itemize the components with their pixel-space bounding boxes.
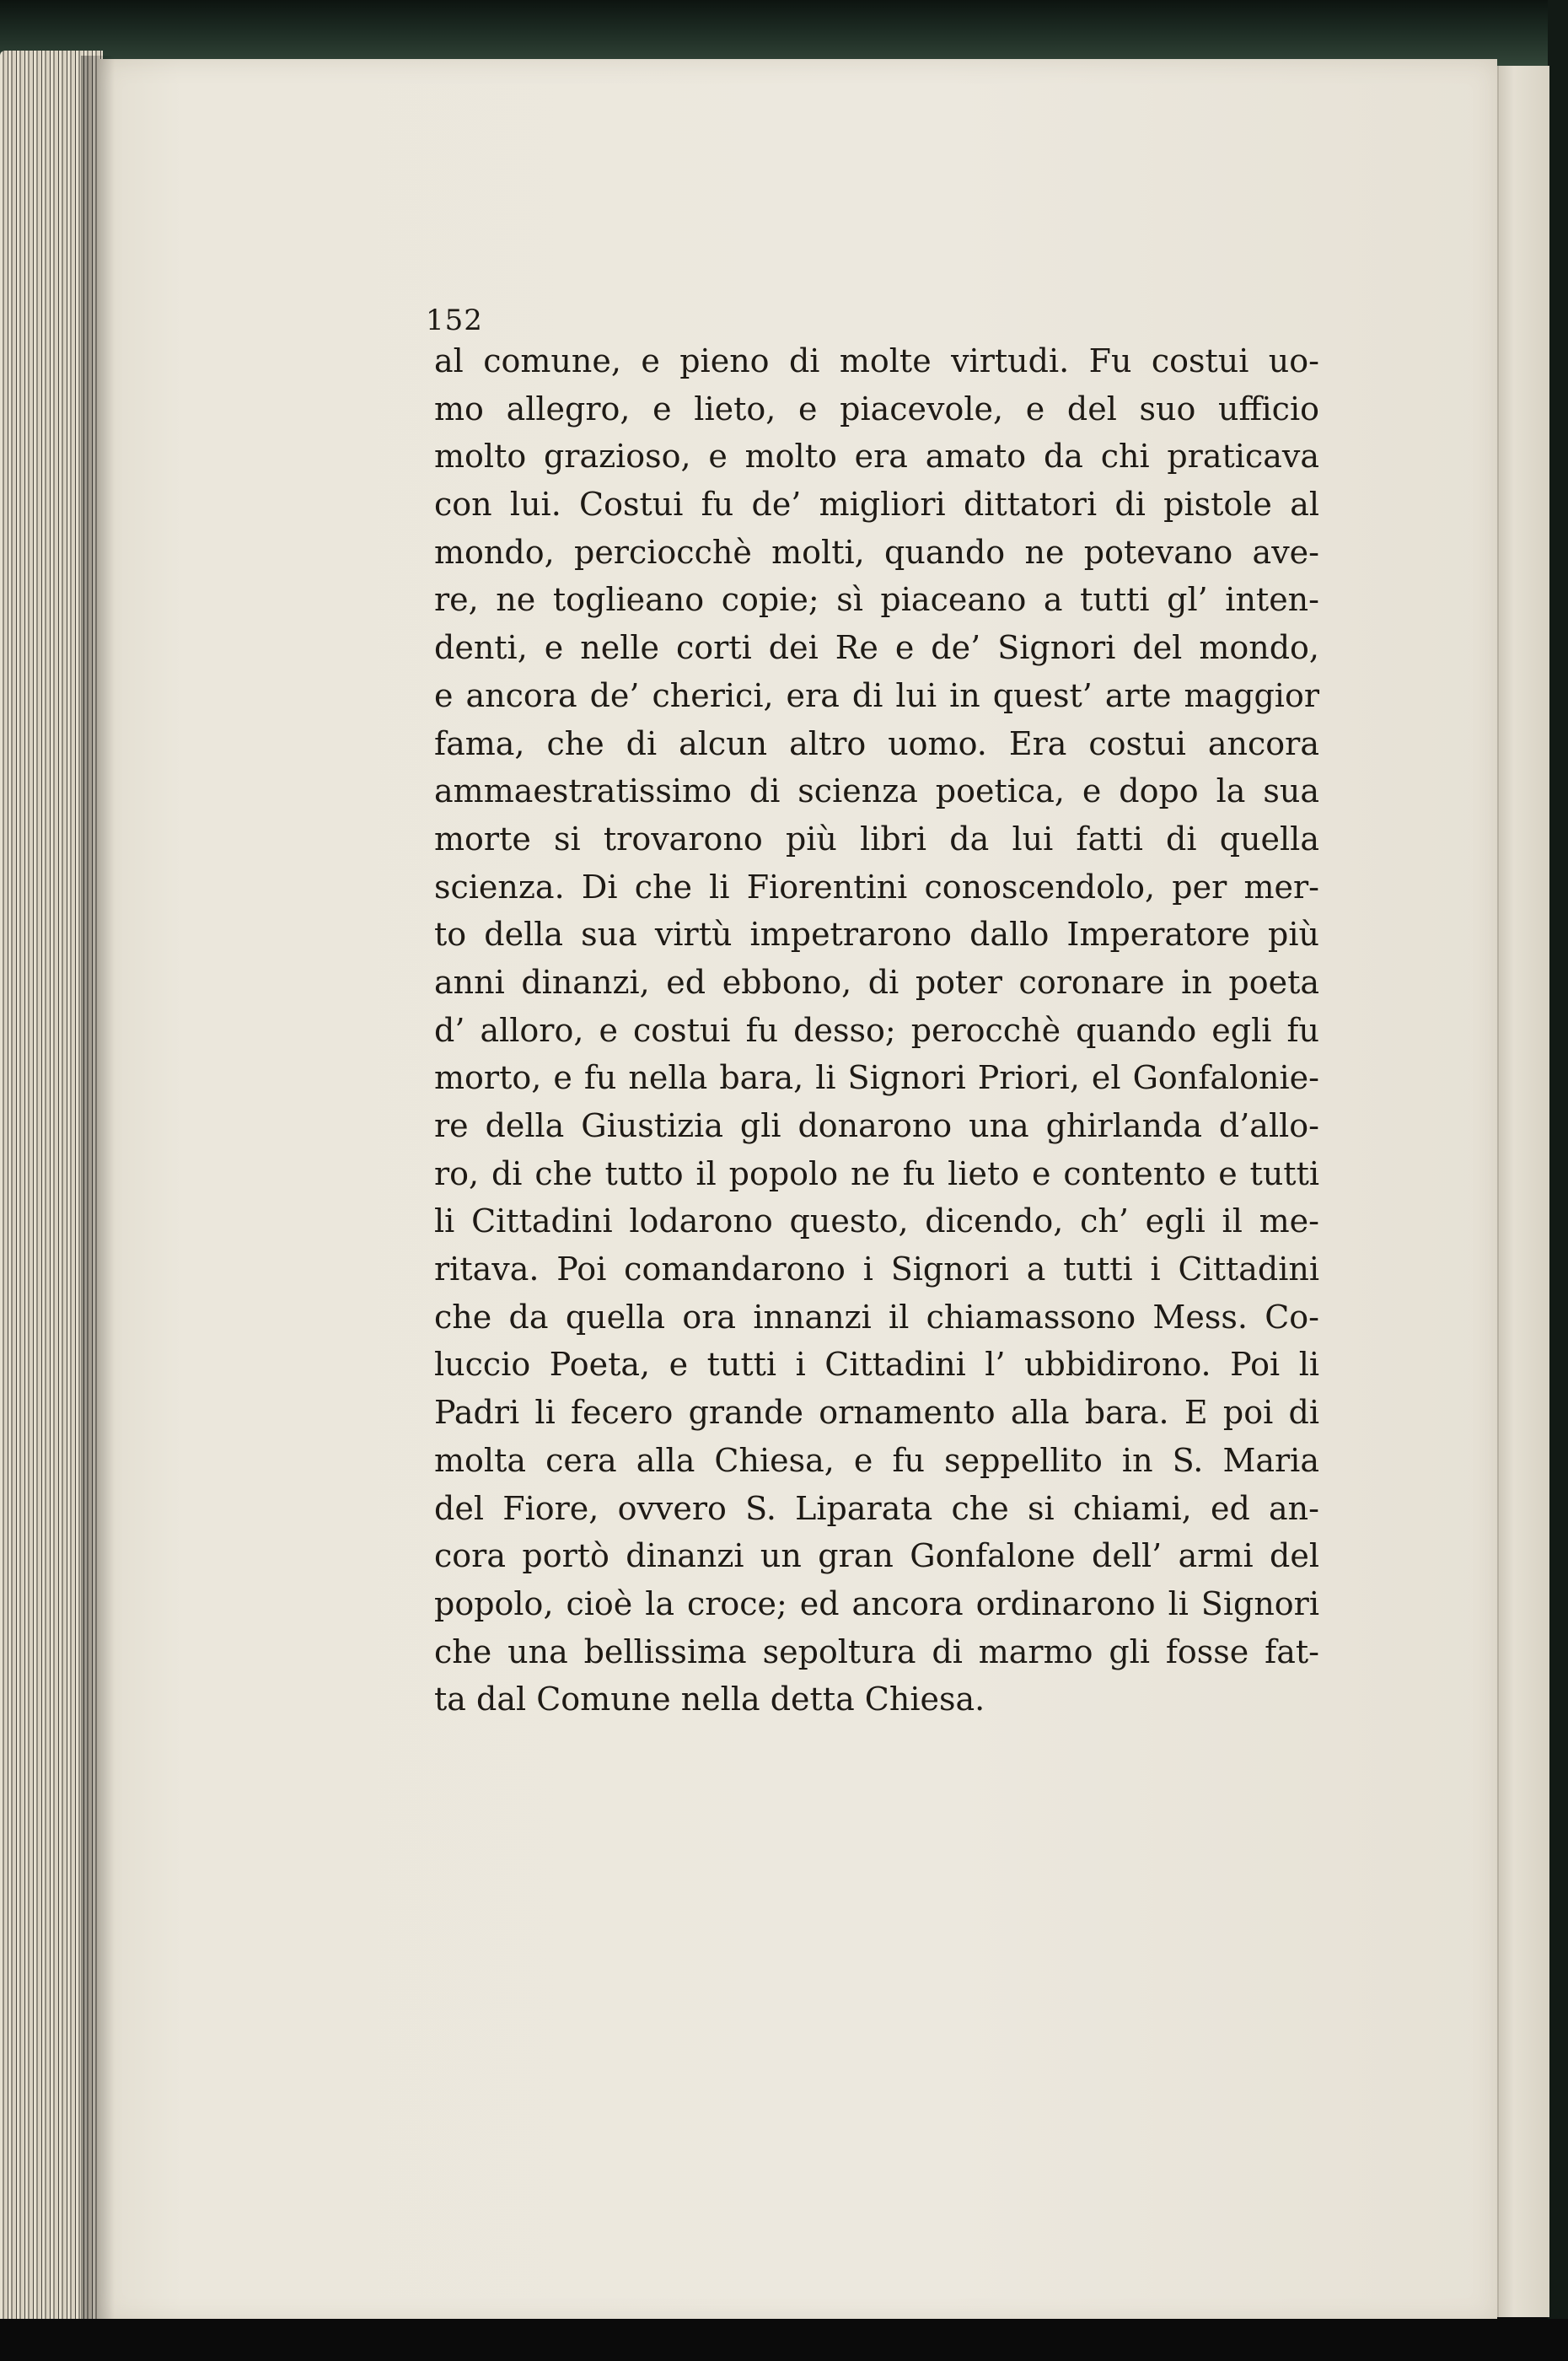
text-line: ro, di che tutto il popolo ne fu lieto e contento e tutti bbox=[434, 1154, 1319, 1192]
text-line: scienza. Di che li Fiorentini conoscendolo, per mer- bbox=[434, 868, 1319, 906]
gutter-shadow bbox=[81, 56, 115, 2332]
text-line: li Cittadini lodarono questo, dicendo, ch’ egli il me- bbox=[434, 1202, 1319, 1240]
text-line: morte si trovarono più libri da lui fatti di quella bbox=[434, 820, 1319, 858]
text-line: mondo, perciocchè molti, quando ne potevano ave- bbox=[434, 533, 1319, 571]
facing-page-edge bbox=[1497, 66, 1549, 2317]
cover-top-edge bbox=[0, 0, 1568, 66]
text-line: che una bellissima sepoltura di marmo gli fosse fat- bbox=[434, 1632, 1319, 1670]
text-line: anni dinanzi, ed ebbono, di poter coronare in poeta bbox=[434, 963, 1319, 1001]
cover-right-edge bbox=[1548, 0, 1568, 2361]
text-line: re, ne toglieano copie; sì piaceano a tutti gl’ inten- bbox=[434, 581, 1319, 619]
text-line: con lui. Costui fu de’ migliori dittatori di pistole al bbox=[434, 486, 1319, 524]
text-line: luccio Poeta, e tutti i Cittadini l’ ubbidirono. Poi li bbox=[434, 1346, 1319, 1384]
text-line: cora portò dinanzi un gran Gonfalone dell’ armi del bbox=[434, 1537, 1319, 1575]
text-line: molta cera alla Chiesa, e fu seppellito in S. Maria bbox=[434, 1441, 1319, 1479]
text-line: ritava. Poi comandarono i Signori a tutti i Cittadini bbox=[434, 1250, 1319, 1288]
text-line: mo allegro, e lieto, e piacevole, e del suo ufficio bbox=[434, 390, 1319, 428]
text-line-last: ta dal Comune nella detta Chiesa. bbox=[434, 1681, 985, 1718]
text-line: e ancora de’ cherici, era di lui in quest’ arte maggior bbox=[434, 676, 1319, 714]
text-line: fama, che di alcun altro uomo. Era costui ancora bbox=[434, 724, 1319, 762]
text-line: molto grazioso, e molto era amato da chi praticava bbox=[434, 438, 1319, 476]
text-line: morto, e fu nella bara, li Signori Priori, el Gonfalonie- bbox=[434, 1059, 1319, 1097]
text-line: denti, e nelle corti dei Re e de’ Signori del mondo, bbox=[434, 629, 1319, 667]
text-line: che da quella ora innanzi il chiamassono Mess. Co- bbox=[434, 1298, 1319, 1336]
text-line: Padri li fecero grande ornamento alla bara. E poi di bbox=[434, 1394, 1319, 1432]
text-line: ammaestratissimo di scienza poetica, e dopo la sua bbox=[434, 772, 1319, 810]
page-number: 152 bbox=[426, 304, 483, 337]
scan-bottom-border bbox=[0, 2319, 1568, 2361]
text-line: to della sua virtù impetrarono dallo Imperatore più bbox=[434, 916, 1319, 954]
text-line: d’ alloro, e costui fu desso; perocchè quando egli fu bbox=[434, 1011, 1319, 1049]
text-line: re della Giustizia gli donarono una ghirlanda d’allo- bbox=[434, 1107, 1319, 1144]
text-line: popolo, cioè la croce; ed ancora ordinarono li Signori bbox=[434, 1584, 1319, 1622]
text-line: al comune, e pieno di molte virtudi. Fu costui uo- bbox=[434, 342, 1319, 379]
text-line: del Fiore, ovvero S. Liparata che si chiami, ed an- bbox=[434, 1489, 1319, 1527]
page-text-block bbox=[426, 304, 1319, 1724]
